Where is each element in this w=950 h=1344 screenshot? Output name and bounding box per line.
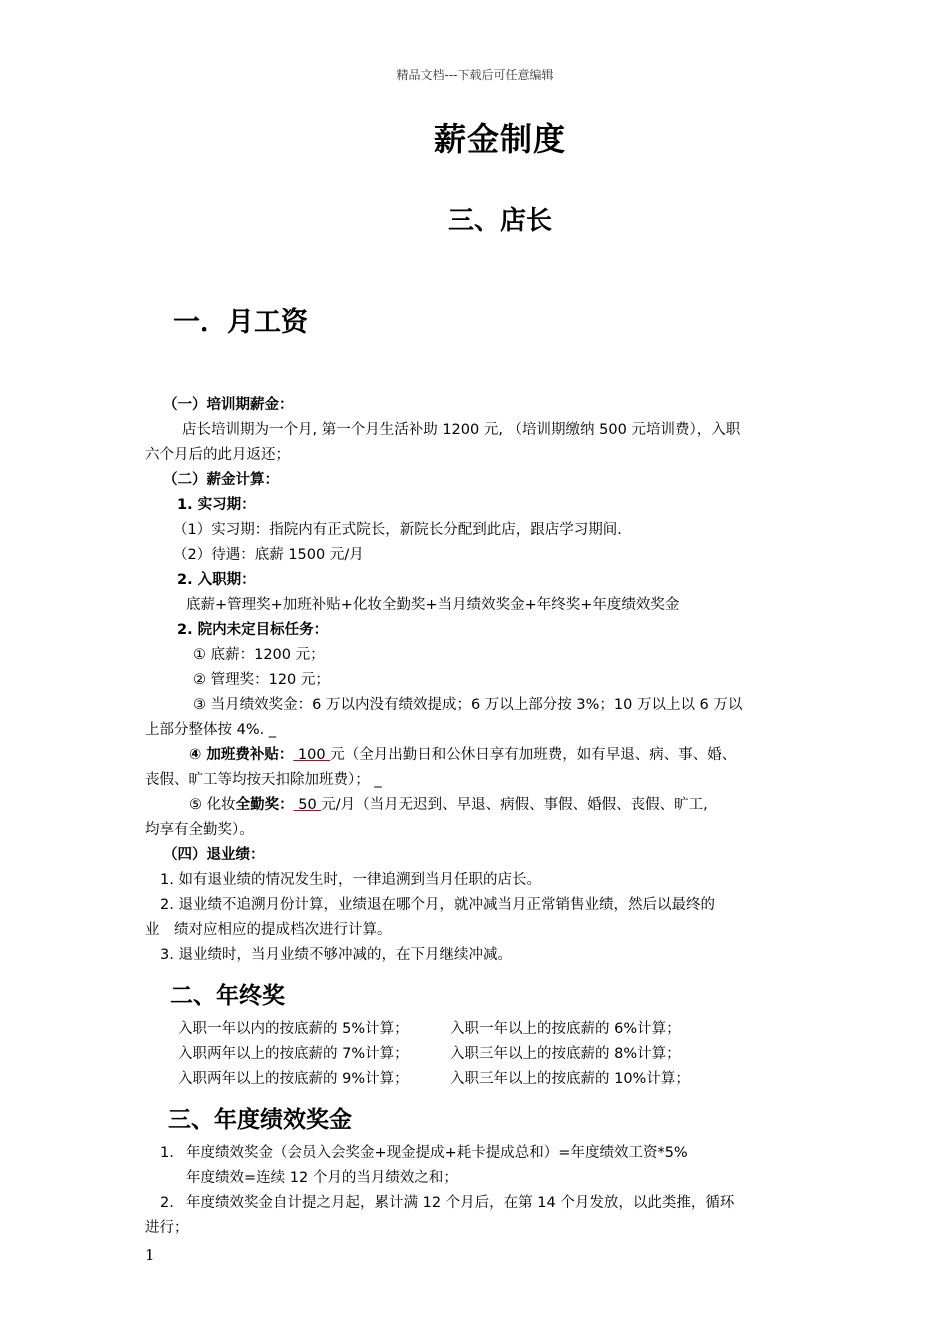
annual-item-2-line2: 进行； [145, 1220, 189, 1236]
annual-item-1-number: 1. [160, 1145, 174, 1161]
annual-item-2-line1: 年度绩效奖金自计提之月起，累计满 12 个月后，在第 14 个月发放，以此类推，循环 [186, 1195, 735, 1211]
page-header: 精品文档---下载后可任意编辑 [396, 68, 554, 82]
annual-item-2-number: 2. [160, 1195, 174, 1211]
annual-item-1-line1: 年度绩效奖金（会员入会奖金+现金提成+耗卡提成总和）=年度绩效工资*5% [186, 1145, 688, 1161]
entry-formula: 底薪+管理奖+加班补贴+化妆全勤奖+当月绩效奖金+年终奖+年度绩效奖金 [186, 597, 680, 613]
section-heading-monthly-salary: 一．月工资 [173, 307, 308, 338]
overtime-amount: 100 [293, 747, 331, 763]
attendance-label: 全勤奖： [235, 797, 294, 813]
attendance-prefix: ⑤ 化妆 [189, 797, 236, 813]
training-text-line1: 店长培训期为一个月, 第一个月生活补助 1200 元, （培训期缴纳 500 元培训费），入职 [182, 422, 741, 438]
calc-heading: （二）薪金计算： [163, 472, 279, 488]
refund-item-3: 3. 退业绩时，当月业绩不够冲减的，在下月继续冲减。 [160, 947, 512, 963]
target-heading: 2. 院内未定目标任务： [177, 622, 329, 638]
refund-item-1: 1. 如有退业绩的情况发生时，一律追溯到当月任职的店长。 [160, 872, 541, 888]
entry-heading: 2. 入职期： [177, 572, 256, 588]
attendance-description: 元/月（当月无迟到、早退、病假、事假、婚假、丧假、旷工, [321, 797, 708, 813]
bonus-row-2-right: 入职三年以上的按底薪的 8%计算； [450, 1046, 681, 1062]
overtime-label: ④ 加班费补贴： [189, 747, 294, 763]
overtime-description: 元（全月出勤日和公休日享有加班费，如有早退、病、事、婚、 [330, 747, 737, 763]
salary-item-management: ② 管理奖：120 元； [193, 672, 330, 688]
document-subtitle: 三、店长 [447, 206, 552, 236]
refund-item-2-line2: 业 绩对应相应的提成档次进行计算。 [145, 922, 392, 938]
training-heading: （一）培训期薪金： [163, 397, 294, 413]
refund-item-2-line1: 2. 退业绩不追溯月份计算，业绩退在哪个月，就冲减当月正常销售业绩，然后以最终的 [160, 897, 715, 913]
bonus-row-3-left: 入职两年以上的按底薪的 9%计算； [178, 1071, 409, 1087]
section-heading-annual-performance-bonus: 三、年度绩效奖金 [168, 1107, 352, 1133]
bonus-row-3-right: 入职三年以上的按底薪的 10%计算； [450, 1071, 690, 1087]
salary-item-performance-line2: 上部分整体按 4%. _ [145, 722, 277, 738]
intern-item-1: （1）实习期：指院内有正式院长，新院长分配到此店，跟店学习期间. [173, 522, 622, 538]
salary-item-performance-line1: ③ 当月绩效奖金：6 万以内没有绩效提成；6 万以上部分按 3%；10 万以上以 6 万以 [193, 697, 743, 713]
section-heading-year-end-bonus: 二、年终奖 [170, 983, 285, 1009]
attendance-amount: 50 [293, 797, 322, 813]
salary-item-overtime-line2: 丧假、旷工等均按天扣除加班费）； _ [145, 772, 382, 788]
intern-item-2: （2）待遇：底薪 1500 元/月 [173, 547, 364, 563]
salary-item-attendance-line2: 均享有全勤奖）。 [145, 822, 254, 838]
refund-heading: （四）退业绩： [163, 847, 265, 863]
document-title: 薪金制度 [433, 120, 566, 158]
training-text-line2: 六个月后的此月返还； [145, 447, 290, 463]
bonus-row-1-left: 入职一年以内的按底薪的 5%计算； [178, 1021, 409, 1037]
bonus-row-2-left: 入职两年以上的按底薪的 7%计算； [178, 1046, 409, 1062]
intern-heading: 1. 实习期： [177, 497, 256, 513]
salary-item-base: ① 底薪：1200 元； [193, 647, 325, 663]
salary-item-overtime-line1 [189, 745, 736, 765]
salary-item-attendance-line1 [189, 795, 708, 815]
annual-item-1-line2: 年度绩效=连续 12 个月的当月绩效之和； [186, 1170, 458, 1186]
page-number: 1 [145, 1246, 155, 1264]
bonus-row-1-right: 入职一年以上的按底薪的 6%计算； [450, 1021, 681, 1037]
